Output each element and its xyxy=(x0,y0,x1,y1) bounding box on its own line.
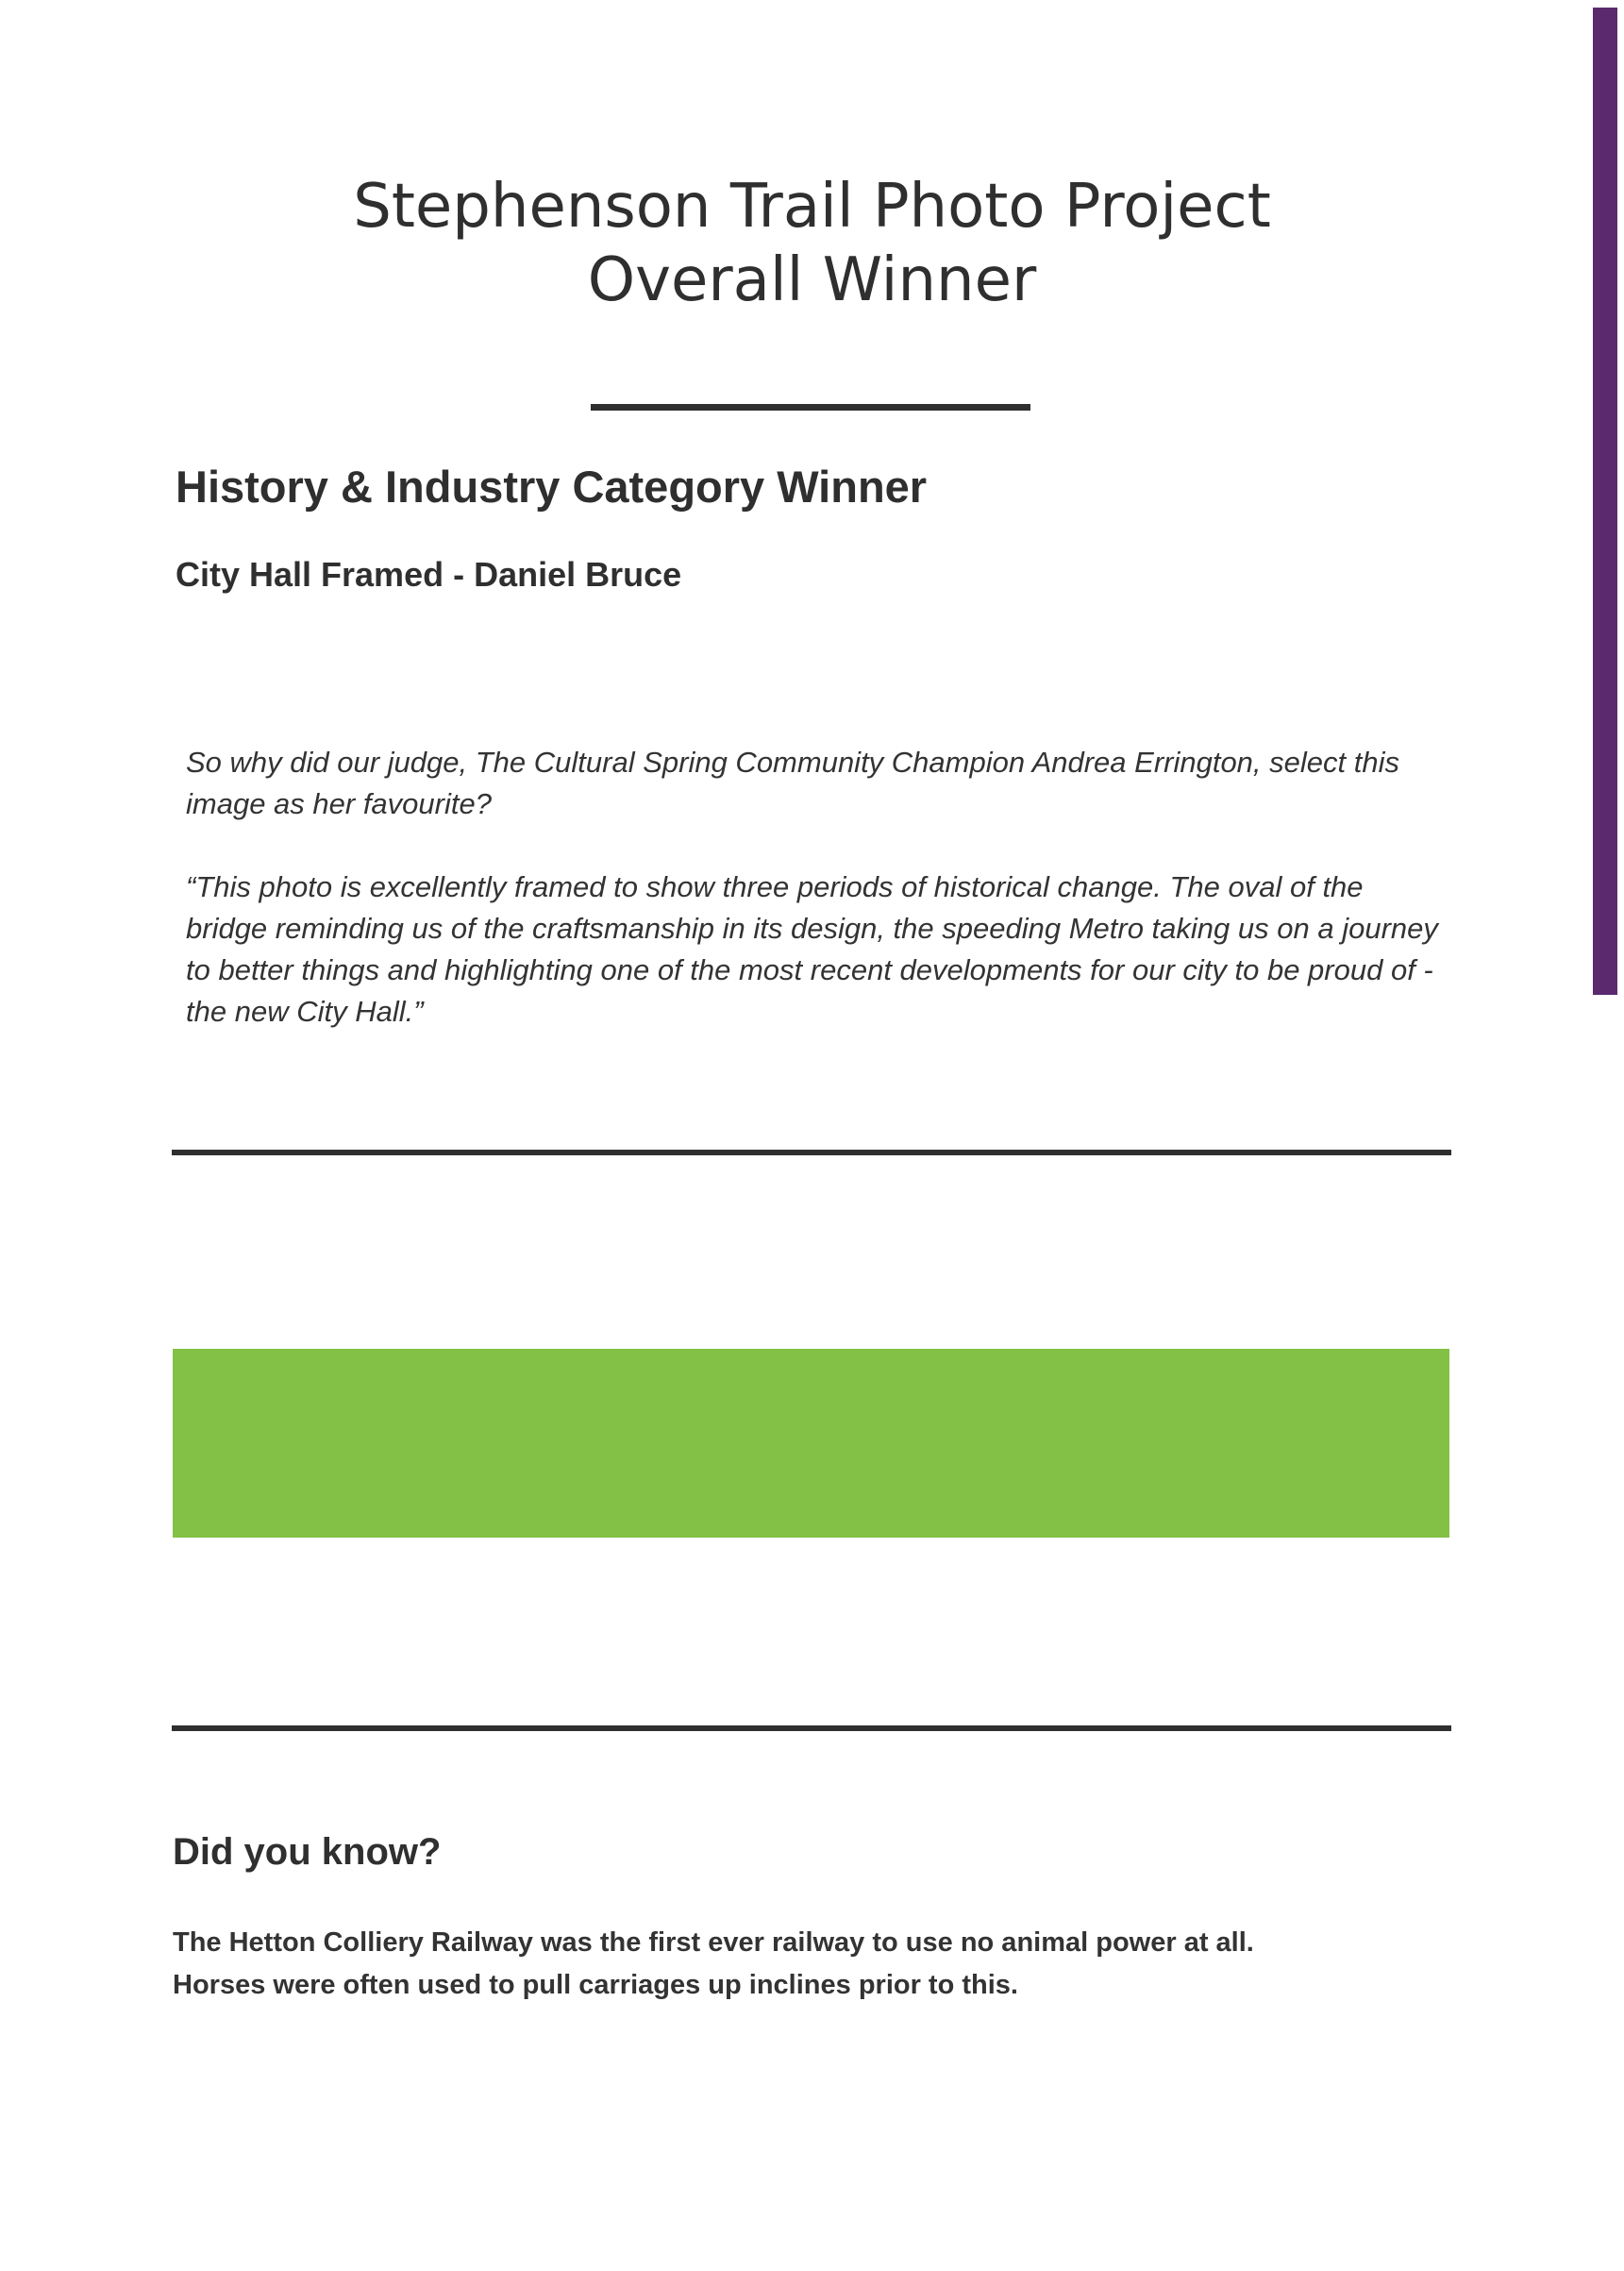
entry-title: City Hall Framed - Daniel Bruce xyxy=(176,555,682,594)
section-divider-top xyxy=(172,1150,1451,1155)
did-you-know-line-2: Horses were often used to pull carriages up inclines prior to this. xyxy=(173,1970,1018,2000)
did-you-know-heading: Did you know? xyxy=(173,1831,442,1873)
title-divider xyxy=(591,404,1030,411)
did-you-know-line-1: The Hetton Colliery Railway was the first ever railway to use no animal power at all. xyxy=(173,1927,1254,1958)
purple-accent-bar xyxy=(1593,8,1617,995)
judge-question: So why did our judge, The Cultural Spring Community Champion Andrea Errington, select this image as her favourite? xyxy=(186,746,1399,820)
page-title-line-1: Stephenson Trail Photo Project xyxy=(353,172,1271,242)
section-divider-bottom xyxy=(172,1725,1451,1731)
category-heading: History & Industry Category Winner xyxy=(176,462,928,512)
page-title xyxy=(0,170,1624,317)
page-title-line-2: Overall Winner xyxy=(587,245,1037,315)
green-banner-block xyxy=(173,1349,1449,1538)
did-you-know-text xyxy=(173,1922,1456,2007)
judge-quote: “This photo is excellently framed to show three periods of historical change. The oval of the bridge reminding us of the craftsmanship in its design, the speeding Metro taking us on a journey to better things and highlighting one of the most recent developments for our city to be proud of - the new City Hall.” xyxy=(186,870,1438,1028)
judge-quote-block xyxy=(186,742,1450,1074)
